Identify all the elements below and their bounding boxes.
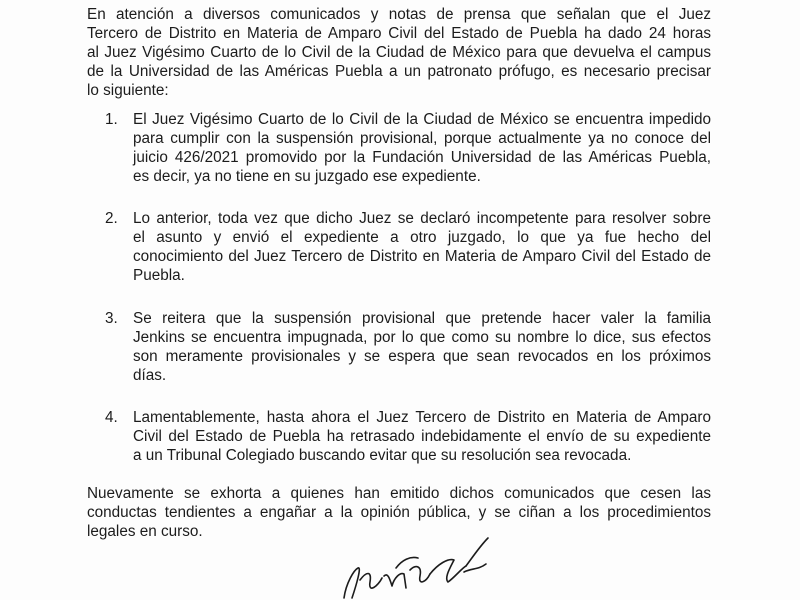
item-2-line-2: el asunto y envió el expediente a otro juzgado, lo que ya fue hecho del — [133, 229, 711, 246]
closing-line-3: legales en curso. — [87, 523, 203, 540]
intro-line-2: Tercero de Distrito en Materia de Amparo Civil del Estado de Puebla ha dado 24 horas — [87, 25, 711, 42]
item-4-line-2: Civil del Estado de Puebla ha retrasado indebidamente el envío de su expediente — [133, 428, 711, 445]
item-1-number: 1. — [105, 111, 118, 128]
closing-line-1: Nuevamente se exhorta a quienes han emitido dichos comunicados que cesen las — [87, 485, 711, 502]
signature-stroke-3 — [384, 574, 406, 588]
item-1-line-3: juicio 426/2021 promovido por la Fundación Universidad de las Américas Puebla, — [133, 149, 711, 166]
item-2-line-3: conocimiento del Juez Tercero de Distrito en Materia de Amparo Civil del Estado de — [133, 248, 711, 265]
signature-stroke-5 — [430, 560, 466, 582]
signature-stroke-2 — [360, 574, 382, 589]
item-2-number: 2. — [105, 210, 118, 227]
item-1-line-4: es decir, ya no tiene en su juzgado ese expediente. — [133, 168, 481, 185]
intro-line-4: de la Universidad de las Américas Puebla a un patronato prófugo, es necesario precisar — [87, 63, 711, 80]
signature-stroke-6 — [466, 538, 488, 566]
item-2-line-4: Puebla. — [133, 267, 185, 284]
item-3-line-4: días. — [133, 367, 167, 384]
intro-paragraph — [87, 5, 711, 100]
intro-line-1: En atención a diversos comunicados y notas de prensa que señalan que el Juez — [87, 6, 711, 23]
item-1-text — [133, 110, 711, 186]
item-3-line-3: son meramente provisionales y se espera que sean revocados en los próximos — [133, 348, 711, 365]
intro-line-5: lo siguiente: — [87, 82, 169, 99]
item-4-line-1: Lamentablemente, hasta ahora el Juez Tercero de Distrito en Materia de Amparo — [133, 409, 711, 426]
signature-stroke-4 — [410, 567, 430, 582]
closing-line-2: conductas tendientes a engañar a la opinión pública, y se ciñan a los procedimientos — [87, 504, 711, 521]
item-3-line-2: Jenkins se encuentra impugnada, por lo que como su nombre lo dice, sus efectos — [133, 329, 711, 346]
intro-line-3: al Juez Vigésimo Cuarto de lo Civil de la Ciudad de México para que devuelva el campus — [87, 44, 711, 61]
item-4-line-3: a un Tribunal Colegiado buscando evitar que su resolución sea revocada. — [133, 447, 632, 464]
item-3-text — [133, 309, 711, 385]
item-2-line-1: Lo anterior, toda vez que dicho Juez se declaró incompetente para resolver sobre — [133, 210, 711, 227]
item-1-line-2: para cumplir con la suspensión provisional, porque actualmente ya no conoce del — [133, 130, 711, 147]
item-4-text — [133, 408, 711, 465]
handwritten-signature — [326, 528, 506, 600]
signature-stroke-1 — [344, 568, 359, 598]
item-1-line-1: El Juez Vigésimo Cuarto de lo Civil de la Ciudad de México se encuentra impedido — [133, 111, 711, 128]
item-3-number: 3. — [105, 310, 118, 327]
item-4-number: 4. — [105, 409, 118, 426]
item-3-line-1: Se reitera que la suspensión provisional que pretende hacer valer la familia — [133, 310, 711, 327]
item-2-text — [133, 209, 711, 285]
